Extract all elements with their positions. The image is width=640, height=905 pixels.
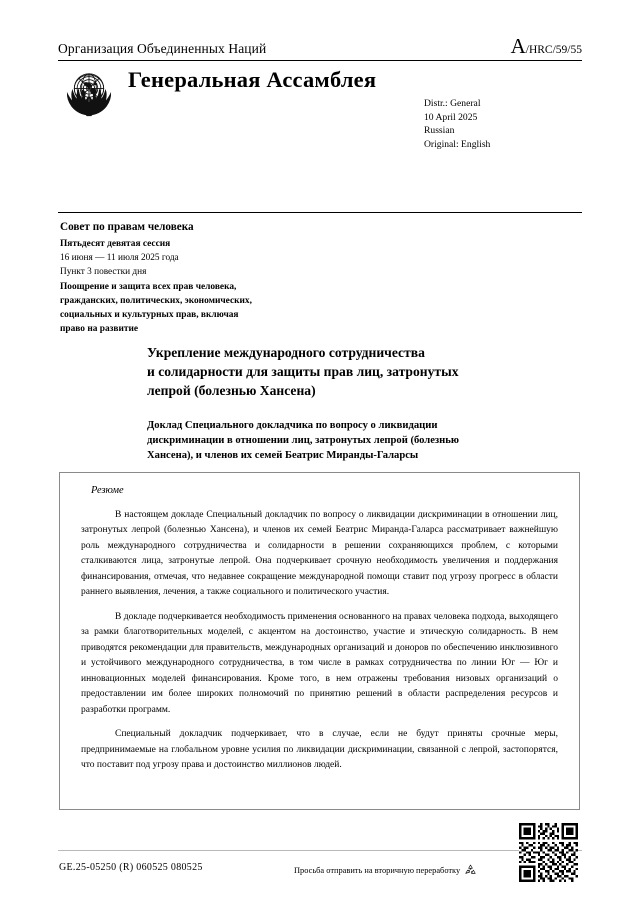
qr-code-icon <box>519 823 578 882</box>
recycle-notice <box>294 863 478 878</box>
distribution-original: Original: English <box>424 138 491 150</box>
organization-name: Организация Объединенных Наций <box>58 41 267 56</box>
agenda-title-line: Поощрение и защита всех прав человека, <box>60 281 237 292</box>
document-symbol <box>511 36 582 57</box>
summary-paragraph: В настоящем докладе Специальный докладчик по вопросу о ликвидации дискриминации в отношении лиц, затронутых лепрой (болезнью Хансена), и членов их семей Беатрис Миранда-Галарса рассматривает важнейшую роль международного сотрудничества и солидарности в решении сохраняющихся проблем, с которыми сталкиваются лица, затронутые лепрой. Она подчеркивает срочную необходимость увеличения и поддержания финансирования, отмечая, что недавнее сокращение международной помощи ставит под угрозу прогресс в области раннего выявления, лечения, а также социального и политического участия. <box>81 510 558 598</box>
page-title-line: Укрепление международного сотрудничества <box>147 345 425 360</box>
distribution-block <box>424 97 490 151</box>
page-title-line: и солидарности для защиты прав лиц, затронутых <box>147 363 459 379</box>
page-subtitle-line: Хансена), и членов их семей Беатрис Миранды-Галарсы <box>147 450 419 462</box>
section-divider <box>58 212 582 213</box>
summary-heading: Резюме <box>91 485 124 496</box>
page-subtitle-line: Доклад Специального докладчика по вопросу о ликвидации <box>147 420 438 431</box>
document-symbol-rest: /HRC/59/55 <box>525 44 582 56</box>
page-subtitle <box>147 418 572 463</box>
summary-box <box>59 472 580 810</box>
page-subtitle-line: дискриминации в отношении лиц, затронутых лепрой (болезнью <box>147 435 459 447</box>
council-name: Совет по правам человека <box>60 221 194 233</box>
assembly-title: Генеральная Ассамблея <box>128 67 377 92</box>
agenda-title-line: гражданских, политических, экономических, <box>60 295 252 306</box>
footer-divider <box>58 850 582 851</box>
agenda-title-line: право на развитие <box>60 324 139 335</box>
page-title <box>147 344 567 400</box>
recycle-icon <box>463 863 478 878</box>
page-title-line: лепрой (болезнью Хансена) <box>147 382 316 398</box>
session-number: Пятьдесят девятая сессия <box>60 239 171 250</box>
agenda-item: Пункт 3 повестки дня <box>60 267 147 278</box>
document-header <box>58 34 582 150</box>
distribution-language: Russian <box>424 125 455 137</box>
agenda-title-line: социальных и культурных прав, включая <box>60 310 239 321</box>
summary-content <box>60 473 579 774</box>
summary-paragraph: Специальный докладчик подчеркивает, что в случае, если не будут приняты срочные меры, предпринимаемые на глобальном уровне усилия по ликвидации дискриминации, связанной с лепрой, застопорятся, что поставит под угрозу права и достоинство миллионов людей. <box>81 729 558 771</box>
session-dates: 16 июня — 11 июля 2025 года <box>60 253 179 264</box>
document-code: GE.25-05250 (R) 060525 080525 <box>59 862 203 873</box>
distribution-date: 10 April 2025 <box>424 111 478 123</box>
recycle-text: Просьба отправить на вторичную переработку <box>294 866 461 875</box>
header-body <box>58 61 582 150</box>
un-emblem-icon <box>60 67 118 119</box>
document-symbol-prefix: A <box>510 34 526 58</box>
distribution-line: Distr.: General <box>424 98 481 109</box>
header-top-row <box>58 36 582 59</box>
summary-paragraph: В докладе подчеркивается необходимость применения основанного на правах человека подхода, выходящего за рамки благотворительных моделей, с акцентом на достоинство, участие и этическую солидарность. В нем приводятся рекомендации для правительств, международных организаций и доноров по обеспечению инклюзивного и устойчивого международного сотрудничества, в том числе в рамках сотрудничества по линии Юг — Юг и инновационных моделей финансирования. Кроме того, в нем отражены требования низовых организаций о предоставлении им более широких полномочий по принятию решений в области распределения ресурсов и разработки программ. <box>81 611 558 715</box>
agenda-title <box>60 280 360 337</box>
session-block <box>60 219 360 337</box>
